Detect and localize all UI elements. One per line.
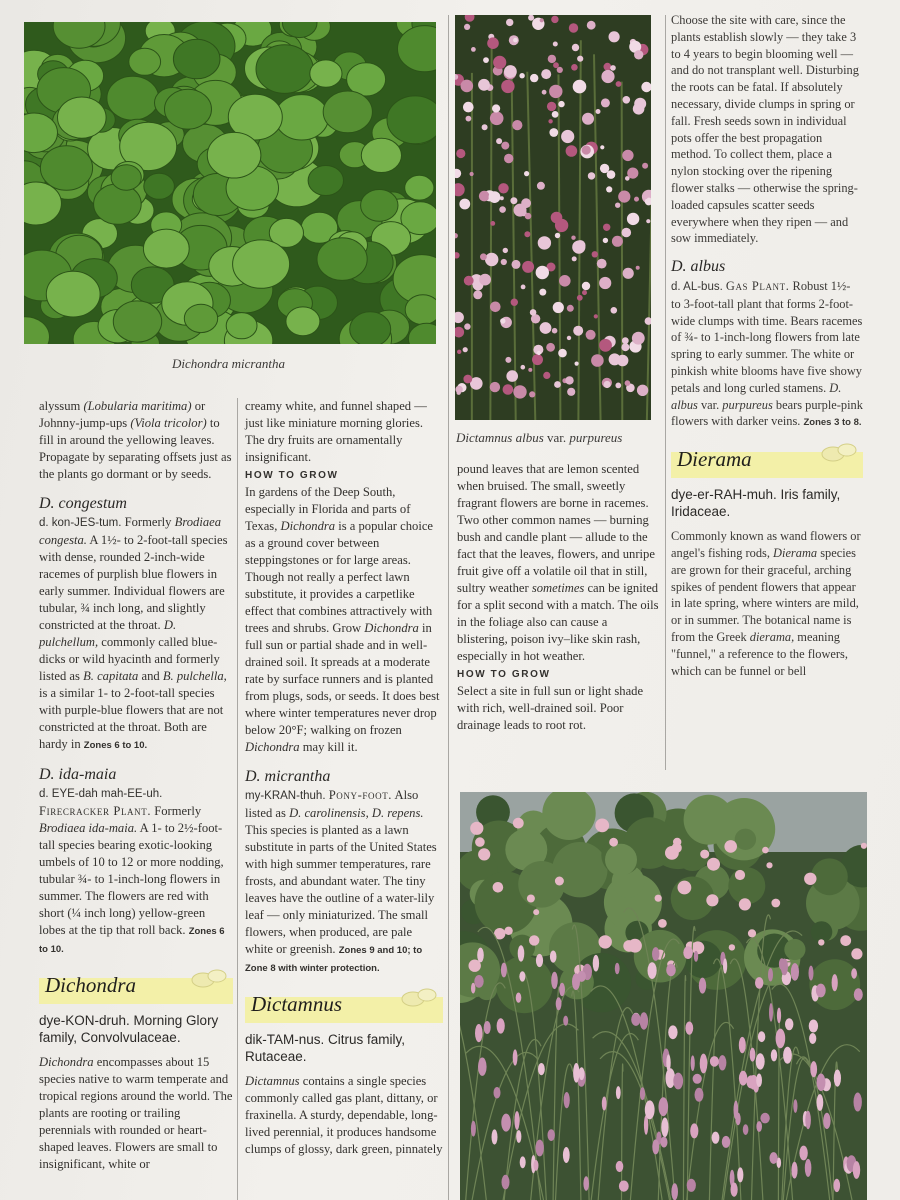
body-text: In gardens of the Deep South, especially in Florida and parts of Texas, Dichondra is a popular choice as a ground cover between steppingstones or for large areas. Though not really a perfect lawn substitute, it provides a carpetlike effect that combines attractively with trees and shrubs. Grow Dichondra in full sun or partial shade and in well-drained soil. It spreads at a moderate rate by surface runners and is planted from plugs, sods, or seeds. It does best where winter temperatures never drop below 20°F; walking on frozen Dichondra may kill it.	[245, 485, 440, 754]
body-text: Select a site in full sun or light shade with rich, well-drained soil. Poor drainage leads to root rot.	[457, 684, 644, 732]
leaf-ornament-icon	[399, 985, 439, 1007]
column-rule	[665, 15, 666, 770]
genus-text: Dictamnus contains a single species commonly called gas plant, dittany, or fraxinella. A sturdy, dependable, long-lived perennial, it produces handsome clumps of glossy, dark green, pinnately	[245, 1074, 443, 1156]
body-text: alyssum (Lobularia maritima) or Johnny-jump-ups (Viola tricolor) to fill in around the yellowing leaves. Propagate by separating offsets just as the plants go dormant or by seeds.	[39, 399, 232, 481]
body-text: pound leaves that are lemon scented when bruised. The small, sweetly fragrant flowers are borne in racemes. Two other common names — burning bush and candle plant — allude to the fact that the leaves, flowers, and unripe fruit give off a volatile oil that in still, sultry weather sometimes can be ignited for a split second with a match. The oils in the foliage also can cause a blistering, poison ivy–like skin rash, especially in hot weather.	[457, 462, 659, 663]
species-text: d. kon-JES-tum. Formerly Brodiaea congesta. A 1½- to 2-foot-tall species with dense, rounded 2-inch-wide racemes of purplish blue flowers in early summer. Individual flowers are tubular, ¾ inch long, and slightly constricted at the throat. D. pulchellum, commonly called blue-dicks or wild hyacinth and formerly listed as B. capitata and B. pulchella, is a similar 1- to 2-foot-tall species with purple-blue flowers that are not constricted at the throat. Both are hardy in Zones 6 to 10.	[39, 515, 228, 751]
leaf-ornament-icon	[819, 440, 859, 462]
column-1	[39, 398, 233, 1173]
species-title: D. micrantha	[245, 768, 331, 785]
dichondra-photo-caption: Dichondra micrantha	[172, 356, 286, 371]
column-rule	[448, 15, 449, 1200]
genus-heading	[671, 446, 863, 480]
how-to-grow-heading: HOW TO GROW	[457, 669, 551, 680]
body-text: creamy white, and funnel shaped — just like miniature morning glories. The dry fruits are ornamentally insignificant.	[245, 399, 427, 464]
genus-heading	[245, 991, 443, 1025]
species-text: my-KRAN-thuh. Pony-foot. Also listed as D. carolinensis, D. repens. This species is planted as a lawn substitute in parts of the United States with high summer temperatures, rare frosts, and abundant water. The tiny leaves have the outline of a water-lily leaf — only miniaturized. The small flowers, when produced, are pale white or greenish. Zones 9 and 10; to Zone 8 with winter protection.	[245, 788, 437, 974]
genus-name: Dichondra	[45, 973, 136, 997]
species-title: D. albus	[671, 258, 726, 276]
genus-heading	[39, 972, 233, 1006]
column-3	[457, 461, 661, 734]
genus-name: Dierama	[677, 447, 752, 472]
dictamnus-photo-caption: Dictamnus albus var. purpureus	[456, 430, 623, 445]
column-4	[671, 12, 863, 679]
species-title: D. ida-maia	[39, 766, 117, 783]
column-2	[245, 398, 443, 1158]
genus-pronunciation: dye-KON-druh. Morning Glory family, Convolvulaceae.	[39, 1013, 219, 1045]
genus-name: Dictamnus	[251, 992, 342, 1016]
column-rule	[237, 398, 238, 1200]
species-title: D. congestum	[39, 495, 127, 512]
genus-pronunciation: dye-er-RAH-muh. Iris family, Iridaceae.	[671, 487, 841, 520]
body-text: Choose the site with care, since the plants establish slowly — they take 3 to 4 years to begin blooming well — and do not transplant well. Disturbing the roots can be fatal. If absolutely necessary, divide clumps in spring or fall. Fresh seeds sown in individual pots offer the best propagation method. To collect them, place a nylon stocking over the ripening flower stalks — otherwise the spring-loaded capsules scatter seeds everywhere when they ripen — and sow immediately.	[671, 13, 859, 246]
genus-text: Commonly known as wand flowers or angel's fishing rods, Dierama species are grown for their graceful, arching spikes of pendent flowers that appear in late spring, where winters are mild, or in summer. The botanical name is from the Greek dierama, meaning "funnel," a reference to the flowers, which can be funnel or bell	[671, 529, 861, 678]
how-to-grow-heading: HOW TO GROW	[245, 470, 339, 481]
dierama-photo	[460, 792, 867, 1200]
dichondra-photo	[24, 22, 436, 344]
leaf-ornament-icon	[189, 966, 229, 988]
species-text: d. AL-bus. Gas Plant. Robust 1½- to 3-foot-tall plant that forms 2-foot-wide clumps with time. Bears racemes of ¾- to 1-inch-long flowers from late spring to early summer. The white or pinkish white blooms have five showy petals and long curled stamens. D. albus var. purpureus bears purple-pink flowers with darker veins. Zones 3 to 8.	[671, 278, 863, 429]
genus-pronunciation: dik-TAM-nus. Citrus family, Rutaceae.	[245, 1032, 406, 1064]
species-text: d. EYE-dah mah-EE-uh. Firecracker Plant. Formerly Brodiaea ida-maia. A 1- to 2½-foot-tall species bearing exotic-looking umbels of 10 to 12 or more nodding, tubular ¾- to 1-inch-long flowers in summer. The flowers are red with short (¼ inch long) yellow-green lobes at the tip that roll back. Zones 6 to 10.	[39, 788, 225, 955]
genus-text: Dichondra encompasses about 15 species native to warm temperate and tropical regions around the world. The plants are rooting or trailing perennials with rounded or heart-shaped leaves. Flowers are small to insignificant, white or	[39, 1055, 233, 1171]
dictamnus-photo	[455, 15, 651, 420]
